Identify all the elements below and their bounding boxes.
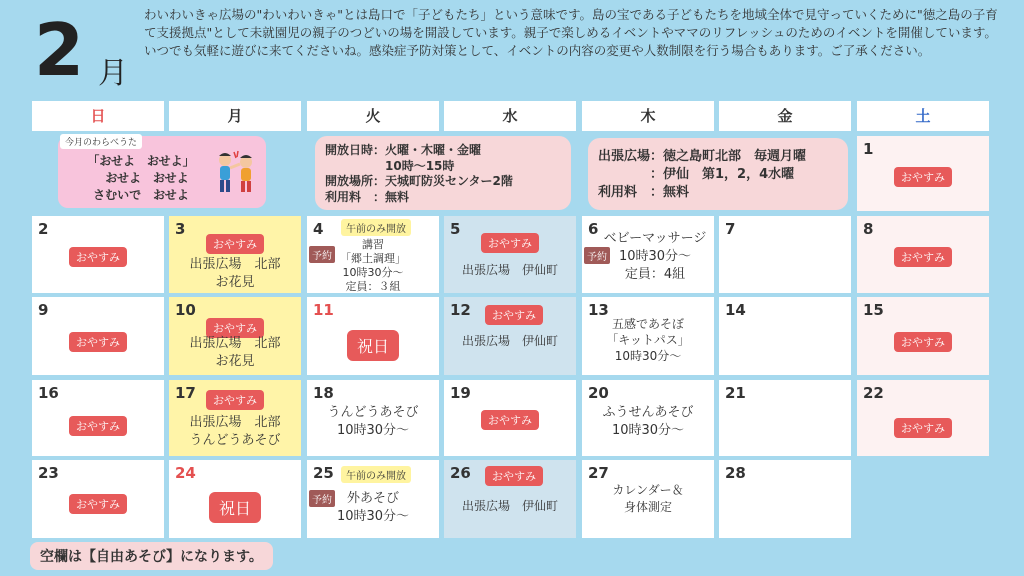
day-number: 8 [863, 220, 874, 238]
event-text: 講習 「郷土調理」 10時30分～ 定員：３組 [340, 238, 406, 293]
reservation-badge: 予約 [584, 247, 610, 264]
day-cell [719, 216, 851, 293]
day-number: 2 [38, 220, 49, 238]
day-cell [169, 297, 301, 375]
day-cell [444, 460, 576, 538]
off-badge: おやすみ [206, 234, 264, 254]
intro-text: わいわいきゃ広場の"わいわいきゃ"とは島口で「子どもたち」という意味です。島の宝である子どもたちを地域全体で見守っていくために"徳之島の子育て支援拠点"として未就園児の親子のつどいの場を開設しています。親子で楽しめるイベントやママのリフレッシュのためのイベントを開催しています。いつでも気軽に遊びに来てくださいね。感染症予防対策として、イベントの内容の変更や人数制限を行う場合もあります。ご了承ください。 [144, 7, 998, 58]
day-cell [169, 460, 301, 538]
event-text: ベビーマッサージ 10時30分～ 定員：4組 [603, 231, 707, 282]
day-cell [444, 297, 576, 375]
day-number: 14 [725, 301, 746, 319]
day-number: 7 [725, 220, 736, 238]
weekday-sat: 土 [857, 101, 989, 131]
day-number: 15 [863, 301, 884, 319]
holiday-badge: 祝日 [209, 492, 261, 523]
day-cell [32, 460, 164, 538]
off-badge: おやすみ [894, 418, 952, 438]
day-number: 9 [38, 301, 49, 319]
warabe-lyrics: 「おせよ おせよ」 おせよ おせよ さむいで おせよ [87, 154, 195, 202]
event-text: 出張広場 伊仙町 [461, 499, 558, 513]
event-text: 外あそび 10時30分～ [336, 491, 410, 524]
month-number: 2 [34, 8, 85, 92]
off-badge: おやすみ [894, 332, 952, 352]
warabe-title: 今月のわらべうた [60, 134, 142, 149]
day-number: 13 [588, 301, 609, 319]
day-cell [444, 216, 576, 293]
weekday-thu: 木 [582, 101, 714, 131]
weekday-wed: 水 [444, 101, 576, 131]
day-cell [307, 380, 439, 456]
day-number: 21 [725, 384, 746, 402]
off-badge: おやすみ [69, 416, 127, 436]
day-number: 19 [450, 384, 471, 402]
kids-playing-icon [214, 150, 258, 198]
weekday-mon: 月 [169, 101, 301, 131]
event-text: 出張広場 伊仙町 [461, 334, 558, 348]
event-text: ふうせんあそび 10時30分～ [602, 405, 694, 438]
off-badge: おやすみ [485, 466, 543, 486]
day-number: 22 [863, 384, 884, 402]
reservation-badge: 予約 [309, 246, 335, 263]
day-cell [307, 460, 439, 538]
event-text: 五感であそぼ 「キットパス」 10時30分～ [606, 317, 690, 363]
day-number: 5 [450, 220, 461, 238]
day-number: 17 [175, 384, 196, 402]
day-number: 26 [450, 464, 471, 482]
month-unit: 月 [98, 56, 128, 91]
day-cell [857, 380, 989, 456]
reservation-badge: 予約 [309, 490, 335, 507]
day-cell [32, 297, 164, 375]
day-cell [307, 297, 439, 375]
day-cell [32, 380, 164, 456]
day-number: 16 [38, 384, 59, 402]
event-text: 出張広場 北部 お花見 [189, 257, 281, 290]
holiday-badge: 祝日 [347, 330, 399, 361]
event-text: カレンダー＆ 身体測定 [612, 483, 684, 514]
day-number: 20 [588, 384, 609, 402]
off-badge: おやすみ [485, 305, 543, 325]
off-badge: おやすみ [481, 233, 539, 253]
day-number: 12 [450, 301, 471, 319]
branch-info-box: 出張広場：徳之島町北部 毎週月曜 ：伊仙 第1，2，4水曜 利用料 ：無料 [588, 138, 848, 210]
day-cell [857, 136, 989, 211]
day-cell [582, 380, 714, 456]
day-number: 4 [313, 220, 324, 238]
weekday-sun: 日 [32, 101, 164, 131]
off-badge: おやすみ [894, 247, 952, 267]
day-number: 1 [863, 140, 874, 158]
day-number: 18 [313, 384, 334, 402]
day-cell [857, 216, 989, 293]
open-info-box: 開放日時：火曜・木曜・金曜 10時～15時 開放場所：天城町防災センター2階 利用料 ：無料 [315, 136, 571, 210]
day-cell [719, 460, 851, 538]
day-cell [444, 380, 576, 456]
day-number: 3 [175, 220, 186, 238]
footer-note: 空欄は【自由あそび】になります。 [30, 542, 273, 570]
day-number: 24 [175, 464, 196, 482]
day-cell [307, 216, 439, 293]
off-badge: おやすみ [894, 167, 952, 187]
event-text: 出張広場 伊仙町 [461, 263, 558, 277]
off-badge: おやすみ [206, 318, 264, 338]
day-number: 11 [313, 301, 334, 319]
day-cell [857, 297, 989, 375]
day-number: 28 [725, 464, 746, 482]
off-badge: おやすみ [69, 494, 127, 514]
event-text: 出張広場 北部 うんどうあそび [189, 415, 281, 448]
day-cell [582, 460, 714, 538]
warabe-song-box [58, 136, 266, 208]
event-text: 出張広場 北部 お花見 [189, 336, 281, 369]
day-cell [582, 297, 714, 375]
am-only-badge: 午前のみ開放 [341, 219, 411, 236]
day-cell [719, 297, 851, 375]
day-number: 27 [588, 464, 609, 482]
day-number: 23 [38, 464, 59, 482]
weekday-tue: 火 [307, 101, 439, 131]
weekday-fri: 金 [719, 101, 851, 131]
day-number: 25 [313, 464, 334, 482]
off-badge: おやすみ [69, 332, 127, 352]
day-cell [719, 380, 851, 456]
off-badge: おやすみ [206, 390, 264, 410]
event-text: うんどうあそび 10時30分～ [327, 405, 419, 438]
day-number: 10 [175, 301, 196, 319]
am-only-badge: 午前のみ開放 [341, 466, 411, 483]
day-cell [169, 216, 301, 293]
day-cell [169, 380, 301, 456]
day-number: 6 [588, 220, 599, 238]
day-cell [582, 216, 714, 293]
day-cell [32, 216, 164, 293]
off-badge: おやすみ [69, 247, 127, 267]
off-badge: おやすみ [481, 410, 539, 430]
